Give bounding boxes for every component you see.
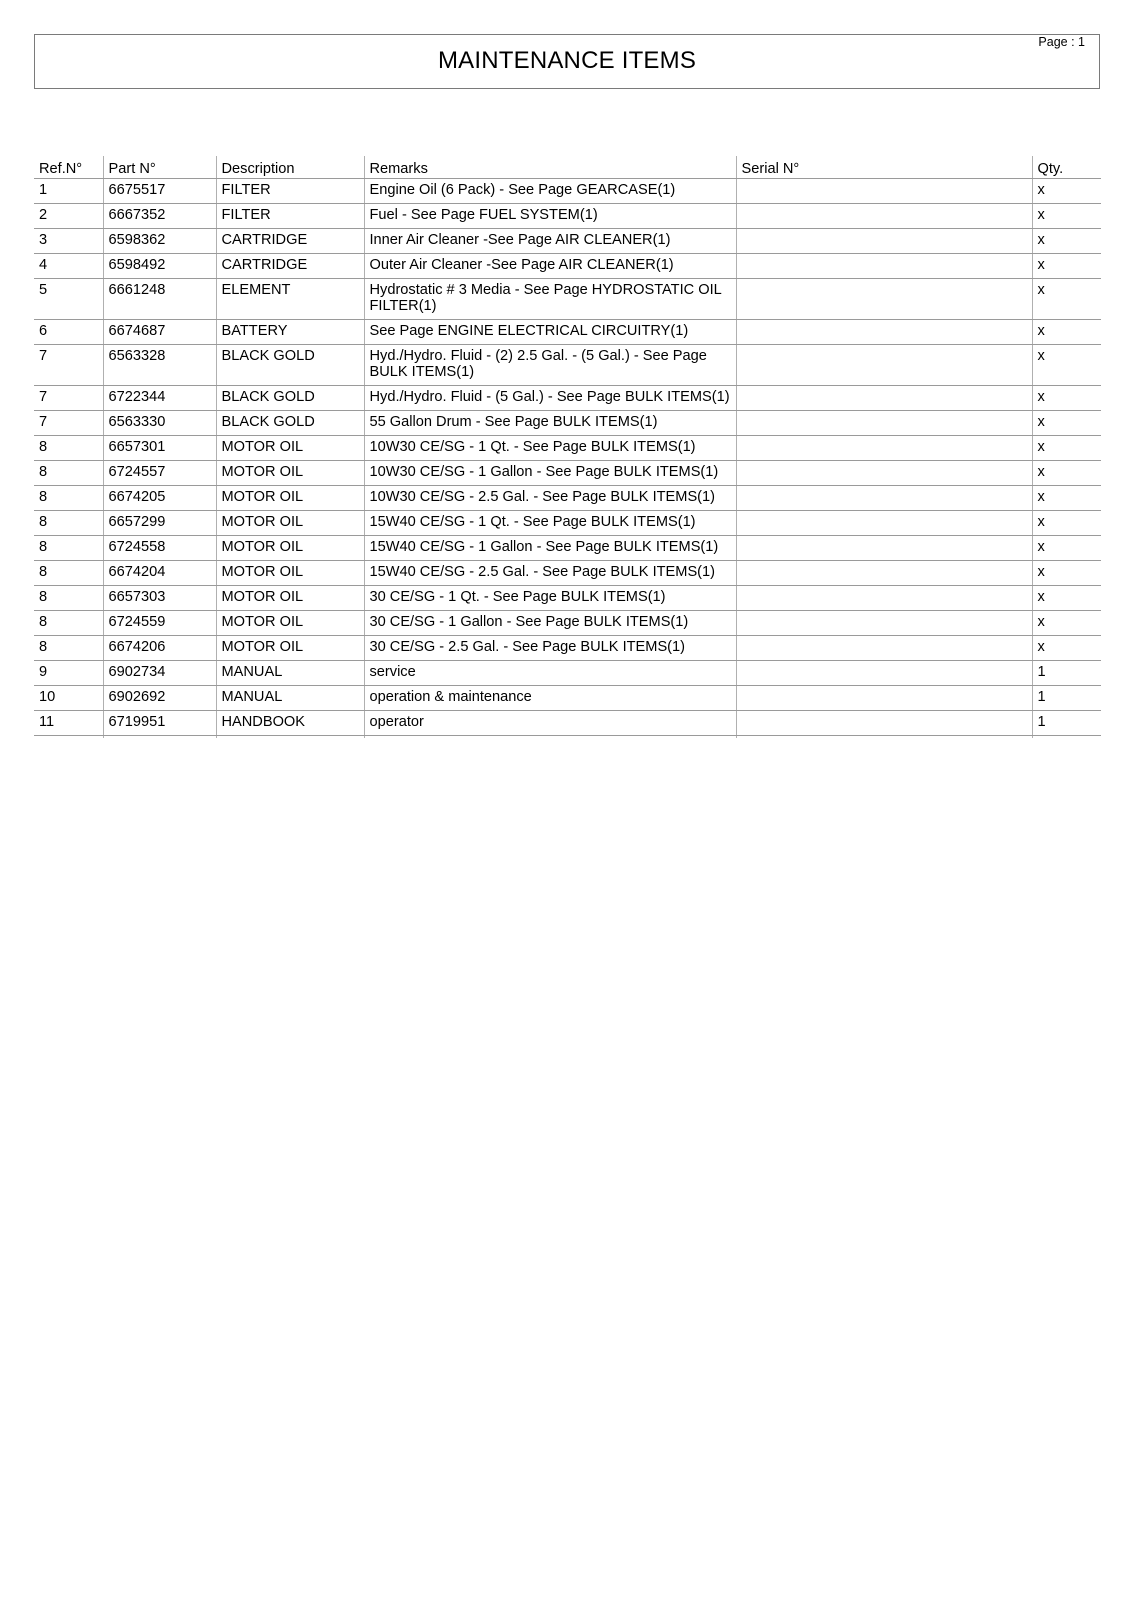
cell-remarks: 15W40 CE/SG - 1 Gallon - See Page BULK ITEMS(1) (364, 536, 736, 561)
cell-remarks: 30 CE/SG - 1 Qt. - See Page BULK ITEMS(1) (364, 586, 736, 611)
cell-serial (736, 436, 1032, 461)
cell-ref: 8 (34, 536, 103, 561)
cell-description: FILTER (216, 204, 364, 229)
column-header-ref: Ref.N° (34, 156, 103, 179)
cell-description: MOTOR OIL (216, 636, 364, 661)
stub-cell (34, 736, 103, 739)
cell-ref: 4 (34, 254, 103, 279)
cell-remarks: operation & maintenance (364, 686, 736, 711)
cell-ref: 8 (34, 436, 103, 461)
cell-serial (736, 386, 1032, 411)
cell-ref: 8 (34, 511, 103, 536)
cell-remarks: 10W30 CE/SG - 2.5 Gal. - See Page BULK ITEMS(1) (364, 486, 736, 511)
cell-remarks: Inner Air Cleaner -See Page AIR CLEANER(1) (364, 229, 736, 254)
cell-remarks: service (364, 661, 736, 686)
header-box (34, 34, 1100, 89)
cell-description: BLACK GOLD (216, 411, 364, 436)
cell-ref: 7 (34, 386, 103, 411)
cell-part-number: 6722344 (103, 386, 216, 411)
cell-remarks: 10W30 CE/SG - 1 Gallon - See Page BULK ITEMS(1) (364, 461, 736, 486)
stub-cell (736, 736, 1032, 739)
cell-serial (736, 686, 1032, 711)
cell-description: MOTOR OIL (216, 561, 364, 586)
cell-remarks: Fuel - See Page FUEL SYSTEM(1) (364, 204, 736, 229)
cell-ref: 8 (34, 586, 103, 611)
table-row (34, 661, 1101, 686)
cell-ref: 10 (34, 686, 103, 711)
cell-description: MANUAL (216, 686, 364, 711)
cell-qty: 1 (1032, 711, 1101, 736)
table-row (34, 436, 1101, 461)
cell-serial (736, 536, 1032, 561)
table-row (34, 229, 1101, 254)
cell-description: MANUAL (216, 661, 364, 686)
cell-ref: 11 (34, 711, 103, 736)
table-end-stub (34, 736, 1101, 739)
cell-qty: x (1032, 386, 1101, 411)
table-row (34, 536, 1101, 561)
cell-description: BLACK GOLD (216, 345, 364, 386)
cell-part-number: 6657303 (103, 586, 216, 611)
cell-qty: x (1032, 436, 1101, 461)
cell-ref: 1 (34, 179, 103, 204)
cell-qty: x (1032, 561, 1101, 586)
cell-ref: 6 (34, 320, 103, 345)
cell-ref: 8 (34, 561, 103, 586)
cell-ref: 8 (34, 486, 103, 511)
cell-remarks: 15W40 CE/SG - 2.5 Gal. - See Page BULK ITEMS(1) (364, 561, 736, 586)
cell-description: MOTOR OIL (216, 586, 364, 611)
cell-remarks: Engine Oil (6 Pack) - See Page GEARCASE(1) (364, 179, 736, 204)
cell-remarks: Outer Air Cleaner -See Page AIR CLEANER(1) (364, 254, 736, 279)
table-row (34, 611, 1101, 636)
cell-serial (736, 611, 1032, 636)
cell-ref: 8 (34, 636, 103, 661)
cell-remarks: 55 Gallon Drum - See Page BULK ITEMS(1) (364, 411, 736, 436)
cell-serial (736, 661, 1032, 686)
table-row (34, 179, 1101, 204)
column-header-remarks: Remarks (364, 156, 736, 179)
cell-part-number: 6675517 (103, 179, 216, 204)
cell-ref: 2 (34, 204, 103, 229)
column-header-serial: Serial N° (736, 156, 1032, 179)
table-row (34, 711, 1101, 736)
cell-ref: 7 (34, 345, 103, 386)
cell-qty: x (1032, 461, 1101, 486)
cell-part-number: 6902692 (103, 686, 216, 711)
cell-qty: x (1032, 486, 1101, 511)
cell-qty: x (1032, 179, 1101, 204)
cell-ref: 8 (34, 461, 103, 486)
cell-serial (736, 279, 1032, 320)
cell-description: BLACK GOLD (216, 386, 364, 411)
column-header-qty: Qty. (1032, 156, 1101, 179)
table-row (34, 320, 1101, 345)
cell-serial (736, 636, 1032, 661)
cell-part-number: 6661248 (103, 279, 216, 320)
cell-remarks: See Page ENGINE ELECTRICAL CIRCUITRY(1) (364, 320, 736, 345)
table-row (34, 411, 1101, 436)
cell-part-number: 6657301 (103, 436, 216, 461)
cell-ref: 9 (34, 661, 103, 686)
cell-serial (736, 229, 1032, 254)
cell-description: MOTOR OIL (216, 486, 364, 511)
cell-part-number: 6657299 (103, 511, 216, 536)
cell-serial (736, 486, 1032, 511)
cell-serial (736, 461, 1032, 486)
page-number: Page : 1 (1038, 35, 1085, 49)
cell-part-number: 6719951 (103, 711, 216, 736)
cell-part-number: 6598362 (103, 229, 216, 254)
table-row (34, 386, 1101, 411)
cell-qty: x (1032, 320, 1101, 345)
cell-ref: 7 (34, 411, 103, 436)
cell-serial (736, 254, 1032, 279)
cell-description: MOTOR OIL (216, 536, 364, 561)
column-header-part: Part N° (103, 156, 216, 179)
cell-qty: x (1032, 536, 1101, 561)
cell-part-number: 6674206 (103, 636, 216, 661)
cell-qty: x (1032, 279, 1101, 320)
cell-remarks: 30 CE/SG - 2.5 Gal. - See Page BULK ITEMS(1) (364, 636, 736, 661)
cell-qty: x (1032, 345, 1101, 386)
header-row (34, 156, 1101, 179)
stub-cell (1032, 736, 1101, 739)
cell-description: BATTERY (216, 320, 364, 345)
cell-serial (736, 586, 1032, 611)
cell-qty: x (1032, 511, 1101, 536)
stub-cell (364, 736, 736, 739)
cell-serial (736, 204, 1032, 229)
cell-description: MOTOR OIL (216, 611, 364, 636)
cell-description: MOTOR OIL (216, 461, 364, 486)
cell-remarks: 30 CE/SG - 1 Gallon - See Page BULK ITEMS(1) (364, 611, 736, 636)
cell-description: ELEMENT (216, 279, 364, 320)
table-row (34, 636, 1101, 661)
cell-remarks: operator (364, 711, 736, 736)
cell-qty: 1 (1032, 661, 1101, 686)
cell-part-number: 6724557 (103, 461, 216, 486)
column-header-description: Description (216, 156, 364, 179)
cell-qty: x (1032, 636, 1101, 661)
cell-part-number: 6674204 (103, 561, 216, 586)
cell-qty: x (1032, 254, 1101, 279)
cell-part-number: 6563330 (103, 411, 216, 436)
cell-ref: 3 (34, 229, 103, 254)
table-row (34, 686, 1101, 711)
cell-serial (736, 511, 1032, 536)
cell-description: MOTOR OIL (216, 511, 364, 536)
cell-ref: 5 (34, 279, 103, 320)
cell-description: HANDBOOK (216, 711, 364, 736)
cell-remarks: Hyd./Hydro. Fluid - (2) 2.5 Gal. - (5 Gal.) - See Page BULK ITEMS(1) (364, 345, 736, 386)
cell-ref: 8 (34, 611, 103, 636)
cell-part-number: 6674205 (103, 486, 216, 511)
cell-serial (736, 711, 1032, 736)
cell-remarks: 10W30 CE/SG - 1 Qt. - See Page BULK ITEMS(1) (364, 436, 736, 461)
cell-part-number: 6724559 (103, 611, 216, 636)
cell-remarks: Hydrostatic # 3 Media - See Page HYDROSTATIC OIL FILTER(1) (364, 279, 736, 320)
cell-part-number: 6667352 (103, 204, 216, 229)
cell-serial (736, 345, 1032, 386)
cell-serial (736, 320, 1032, 345)
cell-qty: x (1032, 611, 1101, 636)
table-row (34, 461, 1101, 486)
cell-qty: x (1032, 411, 1101, 436)
cell-description: FILTER (216, 179, 364, 204)
stub-cell (216, 736, 364, 739)
cell-remarks: 15W40 CE/SG - 1 Qt. - See Page BULK ITEMS(1) (364, 511, 736, 536)
cell-qty: 1 (1032, 686, 1101, 711)
cell-qty: x (1032, 229, 1101, 254)
table-row (34, 511, 1101, 536)
parts-table-header (34, 156, 1101, 179)
cell-part-number: 6598492 (103, 254, 216, 279)
table-row (34, 586, 1101, 611)
parts-table (34, 156, 1101, 738)
cell-description: MOTOR OIL (216, 436, 364, 461)
cell-qty: x (1032, 204, 1101, 229)
cell-serial (736, 179, 1032, 204)
cell-description: CARTRIDGE (216, 229, 364, 254)
cell-part-number: 6902734 (103, 661, 216, 686)
table-row (34, 204, 1101, 229)
parts-table-body (34, 179, 1101, 739)
stub-cell (103, 736, 216, 739)
table-row (34, 279, 1101, 320)
cell-part-number: 6674687 (103, 320, 216, 345)
cell-part-number: 6724558 (103, 536, 216, 561)
table-row (34, 486, 1101, 511)
cell-remarks: Hyd./Hydro. Fluid - (5 Gal.) - See Page BULK ITEMS(1) (364, 386, 736, 411)
table-row (34, 345, 1101, 386)
page-title: MAINTENANCE ITEMS (437, 47, 697, 74)
cell-serial (736, 561, 1032, 586)
cell-serial (736, 411, 1032, 436)
cell-description: CARTRIDGE (216, 254, 364, 279)
table-row (34, 254, 1101, 279)
table-row (34, 561, 1101, 586)
cell-part-number: 6563328 (103, 345, 216, 386)
cell-qty: x (1032, 586, 1101, 611)
